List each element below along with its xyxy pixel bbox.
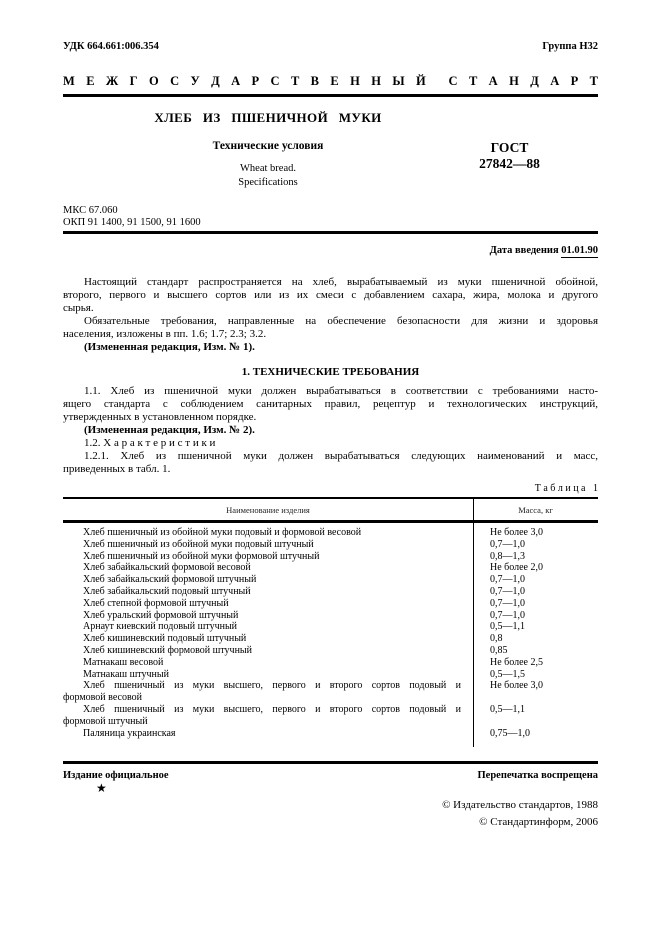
product-name-line: Хлеб забайкальский формовой штучный (83, 574, 257, 586)
product-name-line: Хлеб пшеничный из обойной муки подовый и формовой весовой (83, 527, 362, 538)
product-name-cell (63, 621, 473, 633)
paragraph-line: 1.2. Х а р а к т е р и с т и к и (84, 437, 216, 449)
product-name-cell (63, 633, 473, 645)
table-row (63, 645, 598, 657)
table-row (63, 586, 598, 598)
mass-value-cell: 0,7—1,0 (490, 609, 525, 621)
product-name-cell (63, 669, 473, 681)
product-name-cell (63, 527, 473, 539)
table-row (63, 551, 598, 563)
effective-date-label: Дата введения (489, 245, 559, 256)
product-name-cell (63, 562, 473, 574)
column-header-mass: Масса, кг (518, 505, 553, 515)
table-row (63, 728, 598, 740)
product-name-line: Хлеб кишиневский подовый штучный (83, 633, 247, 645)
table-column-divider (473, 497, 474, 747)
product-name-line: Паляница украинская (83, 727, 176, 739)
product-name-cell (63, 586, 473, 598)
mks-code: МКС 67.060 (63, 205, 118, 216)
horizontal-rule-footer (63, 761, 598, 764)
group-code: Группа Н32 (542, 41, 598, 52)
mass-value-cell: 0,7—1,0 (490, 597, 525, 609)
paragraph-line: Обязательные требования, направленные на обеспечение безопасности для жизни и здоровья (84, 315, 598, 327)
product-name-line: Арнаут киевский подовый штучный (83, 621, 238, 633)
paragraph-line: 1.1. Хлеб из пшеничной муки должен вырабатываться в соответствии с требованиями насто- (84, 385, 598, 397)
product-name-line: Хлеб пшеничный из обойной муки формовой штучный (83, 550, 320, 562)
paragraph-line: 1.2.1. Хлеб из пшеничной муки должен вырабатываться следующих наименований и масс, (84, 450, 598, 462)
table-caption: Т а б л и ц а 1 (534, 483, 598, 494)
mass-value-cell: 0,85 (490, 644, 508, 656)
mass-value-cell: 0,8 (490, 633, 503, 645)
product-name-cell (63, 551, 473, 563)
product-name-line: Хлеб степной формовой штучный (83, 597, 229, 609)
mass-value-cell: 0,5—1,5 (490, 668, 525, 680)
official-edition-label: Издание официальное (63, 770, 169, 782)
table-row (63, 633, 598, 645)
mass-value-cell: 0,8—1,3 (490, 550, 525, 562)
table-row (63, 669, 598, 681)
mass-table (63, 497, 598, 747)
product-name-cell (63, 574, 473, 586)
okp-code: ОКП 91 1400, 91 1500, 91 1600 (63, 216, 201, 228)
paragraph (63, 450, 598, 476)
paragraph (63, 385, 598, 424)
copyright-line: © Стандартинформ, 2006 (479, 815, 598, 828)
product-name-line: формовой штучный (63, 715, 148, 727)
product-name-line: Хлеб уральский формовой штучный (83, 609, 239, 621)
reprint-notice: Перепечатка воспрещена (477, 770, 598, 782)
effective-date-value: 01.01.90 (561, 245, 598, 256)
paragraph-line: 1. ТЕХНИЧЕСКИЕ ТРЕБОВАНИЯ (241, 366, 420, 378)
product-name-cell (63, 610, 473, 622)
table-row (63, 598, 598, 610)
mass-value-cell: Не более 2,0 (490, 562, 543, 574)
paragraph-line: населения, изложены в пп. 1.6; 1.7; 2.3; 3.2. (63, 328, 267, 340)
column-header-name: Наименование изделия (226, 505, 310, 515)
product-name-cell (63, 704, 473, 728)
paragraph (63, 341, 598, 354)
paragraph-line: Настоящий стандарт распространяется на хлеб, вырабатываемый из муки пшеничной обойной, (84, 276, 598, 288)
product-name-line: Хлеб забайкальский подовый штучный (83, 585, 251, 597)
mass-value-cell: Не более 3,0 (490, 527, 543, 538)
table-body (63, 523, 598, 739)
paragraph-line: второго, первого и высшего сортов или из их смеси с добавлением сахара, жира, молока и другого (63, 289, 598, 301)
table-row (63, 680, 598, 704)
copyright-block (63, 797, 598, 830)
product-name-line: Матнакаш штучный (83, 668, 169, 680)
table-row (63, 574, 598, 586)
udk-number: УДК 664.661:006.354 (63, 41, 159, 52)
english-title-line1: Wheat bread. (240, 163, 296, 174)
table-row (63, 704, 598, 728)
footer-row (63, 770, 598, 781)
horizontal-rule-top (63, 94, 598, 97)
product-name-line: Хлеб забайкальский формовой весовой (83, 562, 251, 574)
product-name-cell (63, 645, 473, 657)
mass-value-cell: 0,7—1,0 (490, 585, 525, 597)
document-subtitle: Технические условия (212, 140, 324, 152)
product-name-line: Хлеб пшеничный из муки высшего, первого и второго сортов подовый и (83, 680, 461, 692)
paragraph-line: ящего стандарта с соблюдением санитарных правил, рецептур и технологических инструкций, (63, 398, 598, 410)
mass-value-cell: Не более 3,0 (490, 680, 543, 692)
product-name-line: формовой весовой (63, 692, 142, 704)
paragraph-line: приведенных в табл. 1. (63, 463, 171, 475)
classification-codes (63, 205, 598, 228)
table-header-row (63, 497, 598, 523)
product-name-cell (63, 539, 473, 551)
table-row (63, 539, 598, 551)
mass-value-cell: 0,5—1,1 (490, 621, 525, 633)
title-left-column (63, 110, 473, 189)
effective-date-line (63, 245, 598, 256)
paragraph (63, 424, 598, 437)
document-title: ХЛЕБ ИЗ ПШЕНИЧНОЙ МУКИ (154, 110, 382, 125)
product-name-line: Хлеб кишиневский формовой штучный (83, 644, 253, 656)
table-row (63, 657, 598, 669)
star-icon: ★ (96, 781, 107, 796)
english-title (63, 162, 473, 189)
product-name-line: Матнакаш весовой (83, 656, 164, 668)
standard-type-heading: М Е Ж Г О С У Д А Р С Т В Е Н Н Ы Й С Т А Н Д А Р Т (63, 74, 598, 88)
paragraph-line: утвержденных в установленном порядке. (63, 411, 257, 423)
section-heading (63, 366, 598, 379)
title-block (63, 110, 598, 189)
english-title-line2: Specifications (238, 176, 298, 188)
mass-value-cell: Не более 2,5 (490, 656, 543, 668)
copyright-line: © Издательство стандартов, 1988 (442, 799, 598, 812)
table-row (63, 562, 598, 574)
table-row (63, 621, 598, 633)
paragraph-line: (Измененная редакция, Изм. № 2). (84, 424, 255, 436)
mass-value-cell: 0,75—1,0 (490, 727, 530, 739)
product-name-cell (63, 657, 473, 669)
paragraph (63, 437, 598, 450)
table-row (63, 527, 598, 539)
paragraph-line: сырья. (63, 302, 94, 314)
gost-number: 27842—88 (479, 155, 540, 171)
gost-label: ГОСТ (490, 140, 529, 155)
product-name-cell (63, 728, 473, 740)
mass-value-cell: 0,7—1,0 (490, 538, 525, 550)
gost-designation (473, 140, 598, 189)
mass-value-cell: 0,5—1,1 (490, 703, 525, 715)
table-row (63, 610, 598, 622)
horizontal-rule-codes (63, 231, 598, 234)
document-header (63, 41, 598, 52)
paragraph (63, 276, 598, 315)
product-name-line: Хлеб пшеничный из муки высшего, первого и второго сортов подовый и (83, 703, 461, 715)
product-name-line: Хлеб пшеничный из обойной муки подовый штучный (83, 538, 314, 550)
product-name-cell (63, 598, 473, 610)
mass-value-cell: 0,7—1,0 (490, 574, 525, 586)
paragraph (63, 315, 598, 341)
product-name-cell (63, 680, 473, 704)
paragraph-line: (Измененная редакция, Изм. № 1). (84, 341, 255, 353)
body-paragraphs (63, 276, 598, 476)
